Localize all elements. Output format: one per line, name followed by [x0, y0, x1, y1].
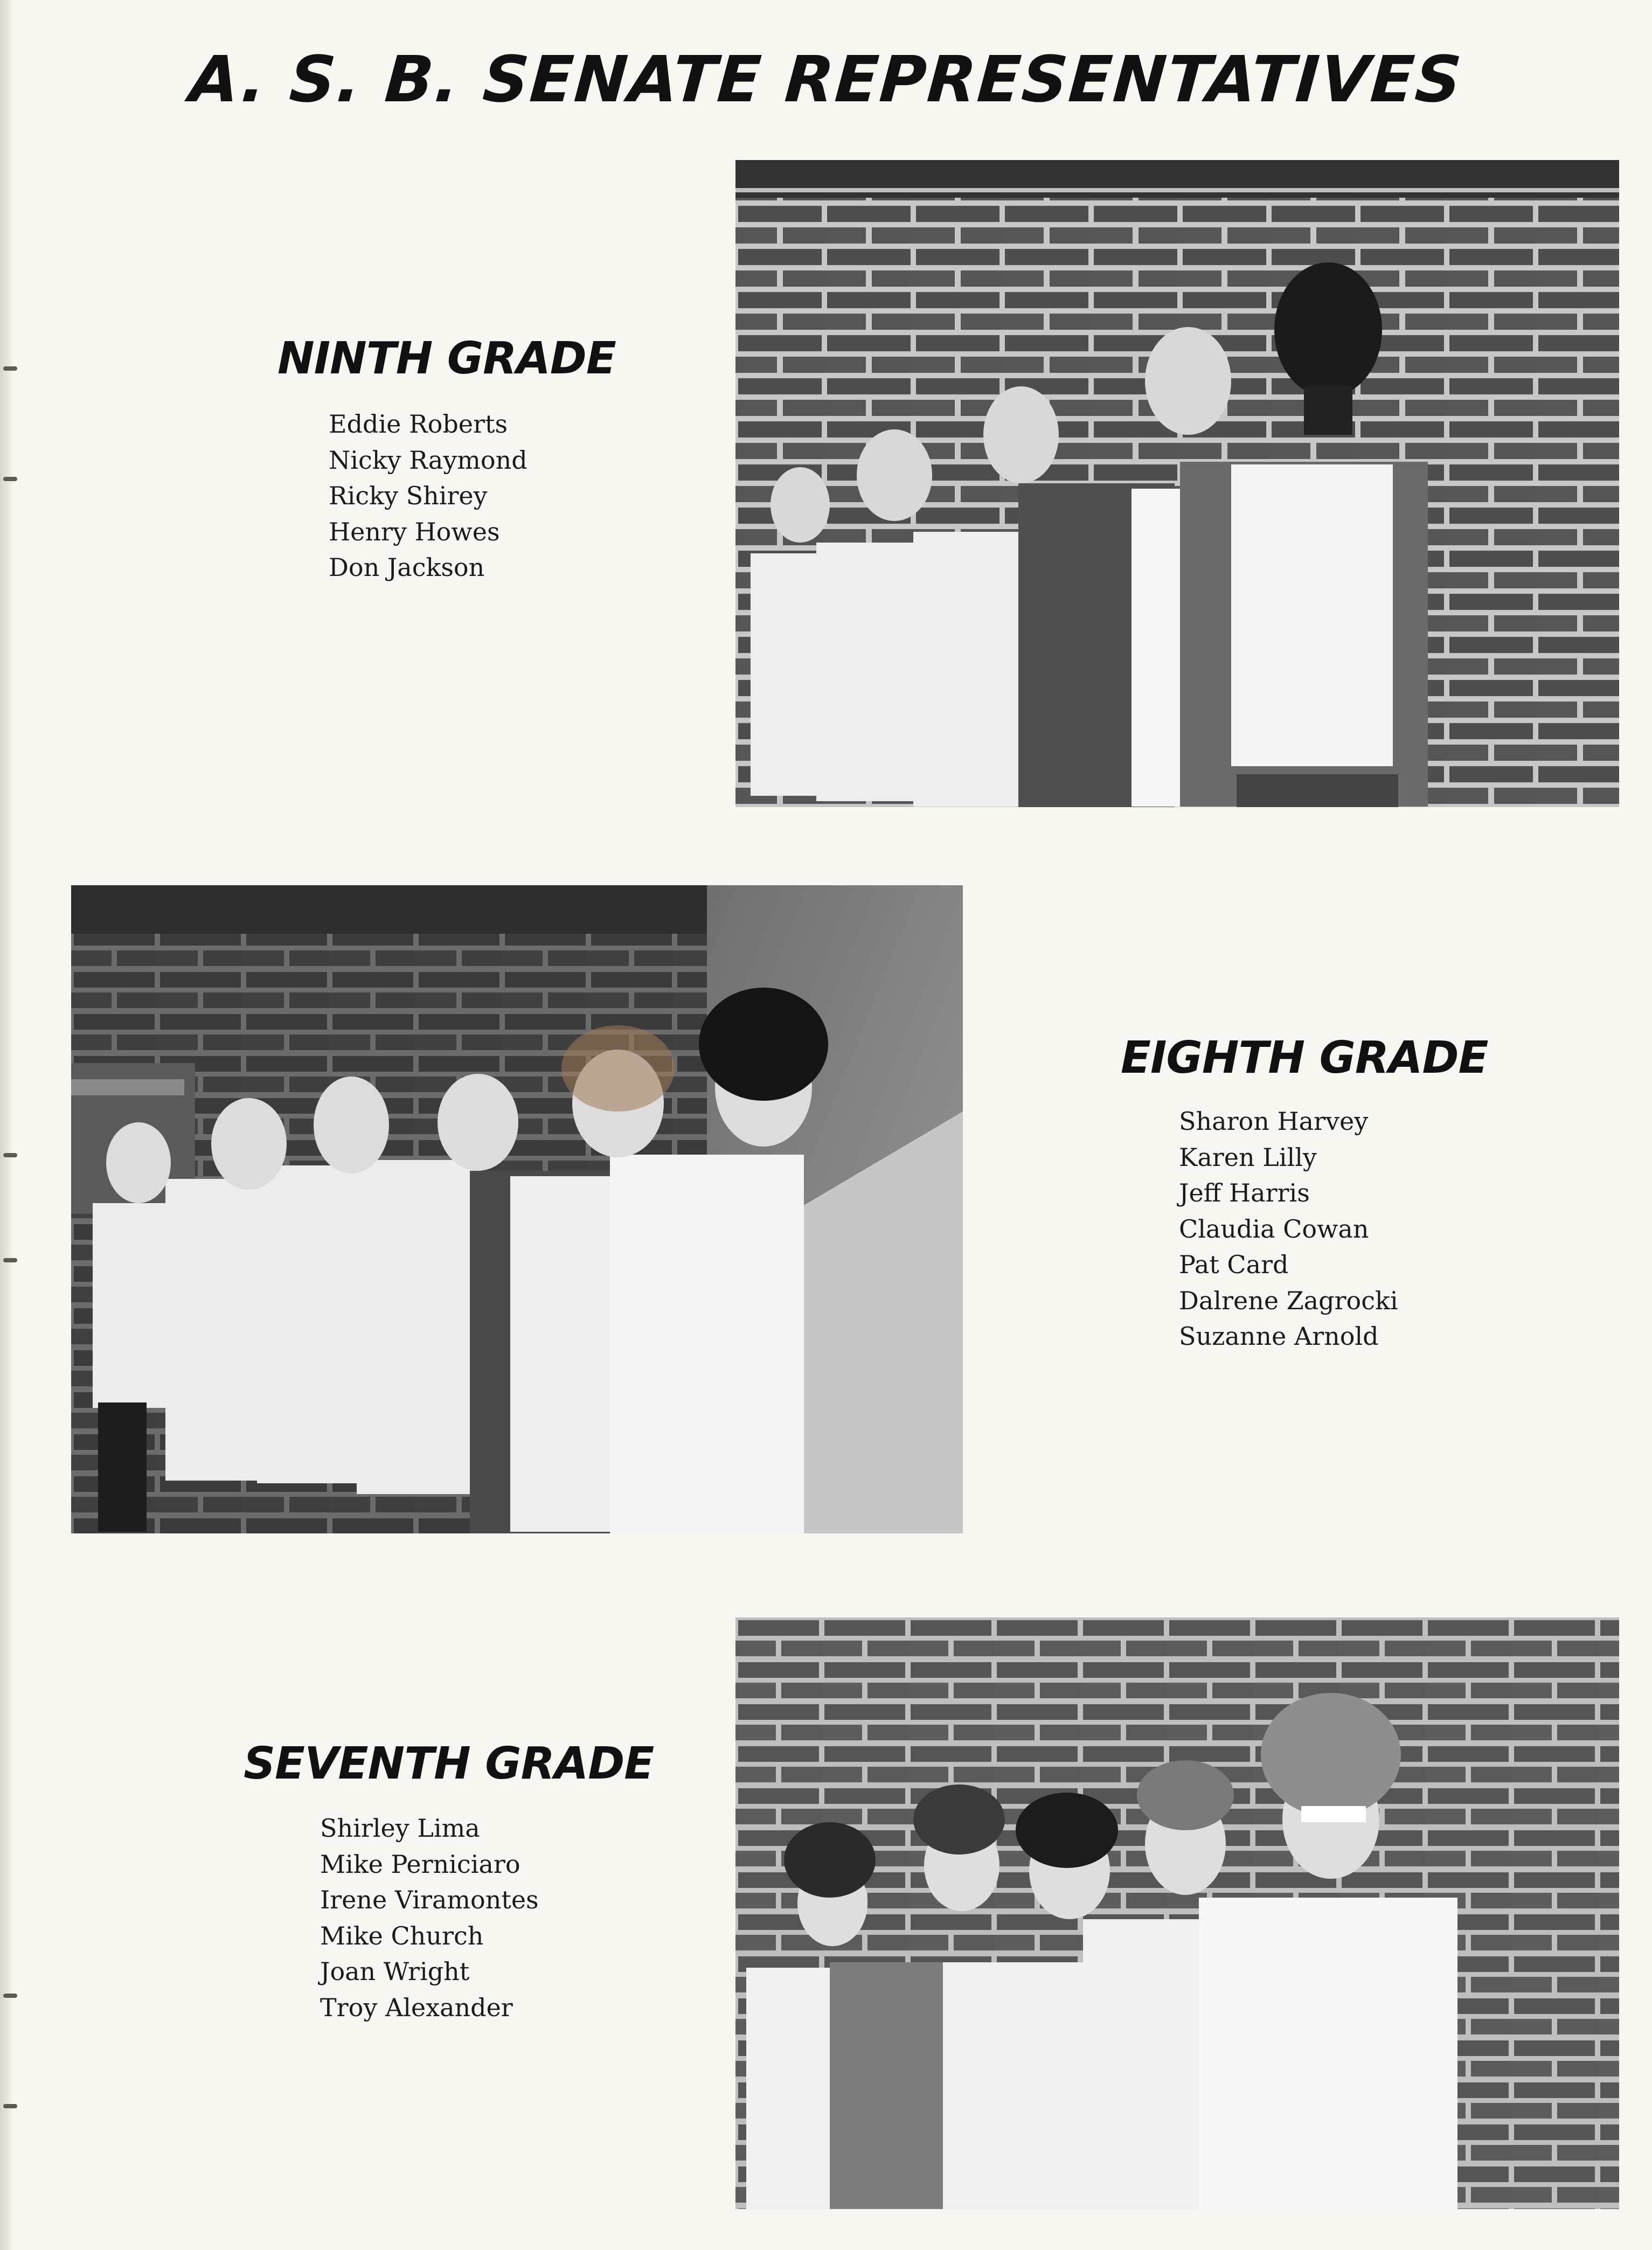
name-item: Shirley Lima: [320, 1814, 480, 1843]
name-item: Dalrene Zagrocki: [1179, 1286, 1398, 1315]
ninth-grade-heading: NINTH GRADE: [277, 333, 616, 384]
binder-hole: [3, 366, 17, 371]
name-item: Mike Church: [320, 1921, 484, 1950]
binder-hole: [3, 1153, 17, 1157]
seventh-grade-group-photo: [735, 1617, 1619, 2209]
name-item: Sharon Harvey: [1179, 1107, 1369, 1136]
name-item: Karen Lilly: [1179, 1142, 1317, 1172]
page-edge: [0, 0, 12, 2250]
ninth-grade-name-list: [329, 406, 527, 586]
eighth-grade-group-photo: [71, 885, 963, 1533]
binder-hole: [3, 477, 17, 481]
name-item: Claudia Cowan: [1179, 1214, 1369, 1244]
name-item: Jeff Harris: [1179, 1178, 1310, 1207]
binder-hole: [3, 1994, 17, 1998]
name-item: Henry Howes: [329, 517, 500, 546]
ninth-grade-group-photo: [735, 160, 1619, 807]
name-item: Irene Viramontes: [320, 1885, 539, 1914]
page-title: A. S. B. SENATE REPRESENTATIVES: [187, 42, 1465, 116]
binder-hole: [3, 2104, 17, 2108]
name-item: Suzanne Arnold: [1179, 1322, 1379, 1351]
seventh-grade-heading: SEVENTH GRADE: [244, 1738, 654, 1789]
binder-hole: [3, 1258, 17, 1262]
eighth-grade-heading: EIGHTH GRADE: [1121, 1032, 1488, 1084]
name-item: Troy Alexander: [320, 1992, 513, 2022]
name-item: Don Jackson: [329, 553, 485, 582]
name-item: Pat Card: [1179, 1250, 1289, 1279]
seventh-grade-name-list: [320, 1810, 539, 2025]
name-item: Ricky Shirey: [329, 481, 488, 510]
eighth-grade-name-list: [1179, 1103, 1398, 1355]
name-item: Mike Perniciaro: [320, 1849, 520, 1879]
name-item: Eddie Roberts: [329, 409, 508, 439]
name-item: Joan Wright: [320, 1957, 470, 1986]
name-item: Nicky Raymond: [329, 445, 527, 475]
